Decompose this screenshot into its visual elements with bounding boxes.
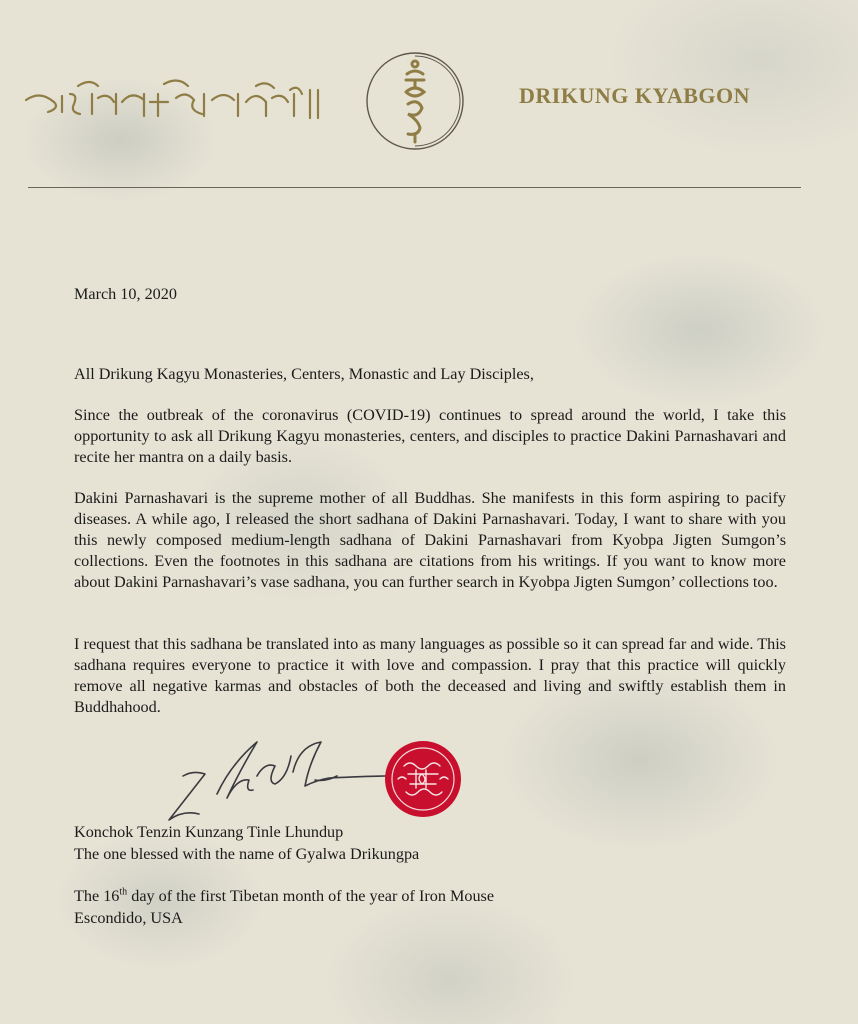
header-divider [28, 187, 801, 188]
signer-name: Konchok Tenzin Kunzang Tinle Lhundup [74, 823, 344, 841]
signer-title: The one blessed with the name of Gyalwa Drikungpa [74, 845, 420, 863]
letter-date: March 10, 2020 [74, 285, 177, 303]
issue-date-suffix: day of the first Tibetan month of the year of Iron Mouse [127, 887, 495, 905]
tibetan-letterhead-title [18, 72, 328, 132]
red-wax-seal-icon [382, 738, 464, 820]
issue-date-prefix: The 16 [74, 887, 120, 905]
tibetan-issue-date [74, 887, 494, 906]
issue-date-ordinal: th [119, 886, 128, 898]
body-paragraph: I request that this sadhana be translated into as many languages as possible so it can spread far and wide. This sadhana requires everyone to practice it with love and compassion. I pray that this practice will quickly remove all negative karmas and obstacles of both the deceased and living and swiftly establish them in Buddhahood. [74, 635, 786, 716]
body-paragraph: Dakini Parnashavari is the supreme mother of all Buddhas. She manifests in this form aspiring to pacify diseases. A while ago, I released the short sadhana of Dakini Parnashavari. Today, I want to share with you this newly composed medium-length sadhana of Dakini Parnashavari from Kyobpa Jigten Sumgon’s collections. Even the footnotes in this sadhana are citations from his writings. If you want to know more about Dakini Parnashavari’s vase sadhana, you can further search in Kyobpa Jigten Sumgon’ collections too. [74, 489, 786, 591]
body-paragraph: Since the outbreak of the coronavirus (COVID-19) continues to spread around the world, I take this opportunity to ask all Drikung Kagyu monasteries, centers, and disciples to practice Dakini Parnashavari and recite her mantra on a daily basis. [74, 406, 786, 466]
salutation: All Drikung Kagyu Monasteries, Centers, Monastic and Lay Disciples, [74, 365, 534, 383]
organization-name: DRIKUNG KYABGON [519, 83, 750, 108]
hum-syllable-emblem-icon [360, 46, 470, 156]
handwritten-signature-icon [165, 736, 405, 828]
issue-place: Escondido, USA [74, 909, 183, 927]
